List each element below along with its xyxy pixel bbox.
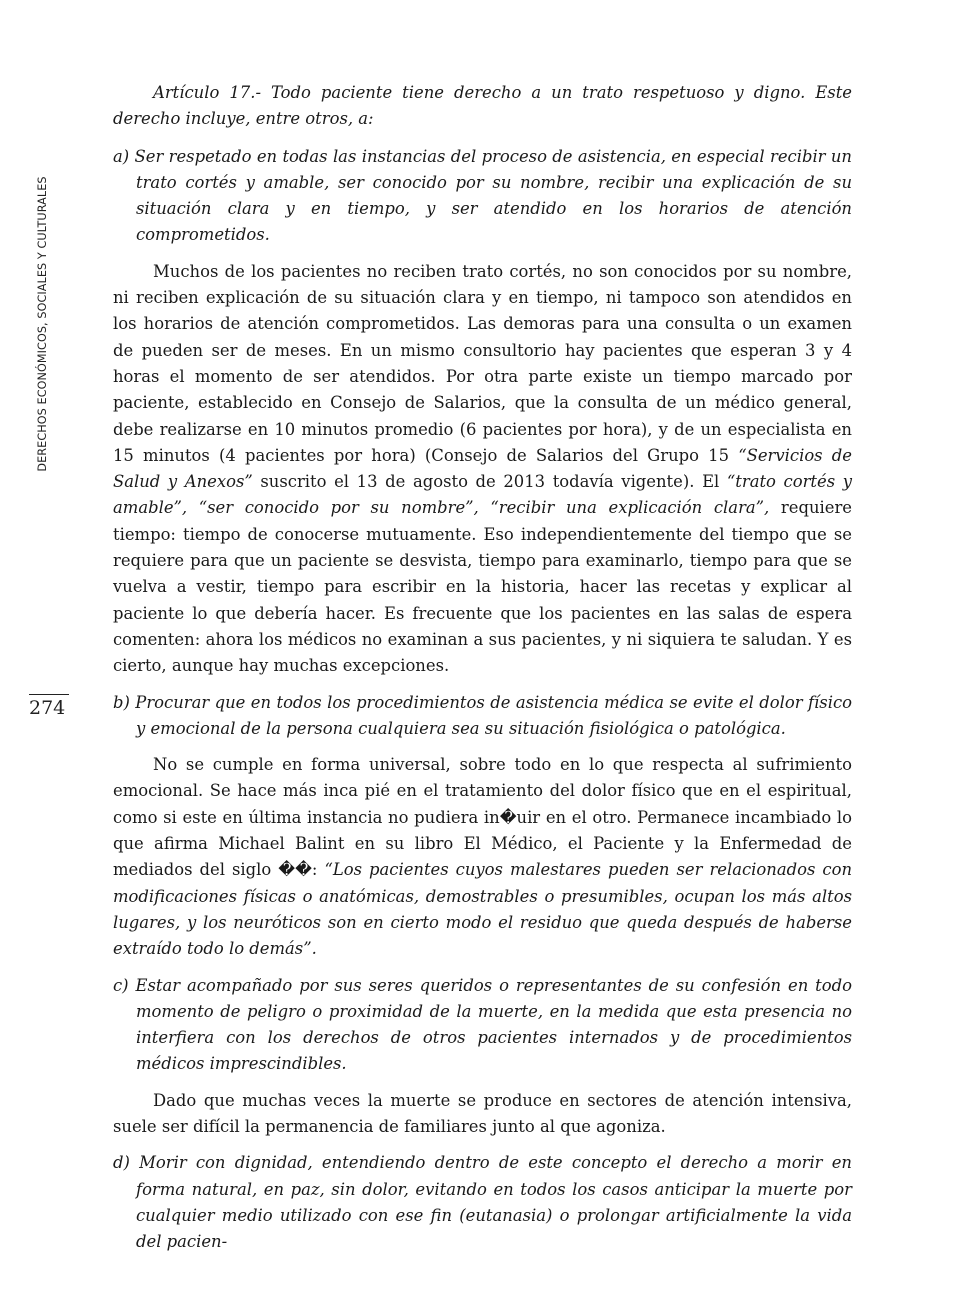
paragraph-text: requiere tiempo: tiempo de conocerse mutuamente. Eso independientemente del tiempo que se requiere para que un paciente se desvista, tiempo para examinarlo, tiempo para que se vuelva a vestir, tiempo para escribir en la historia, hacer las recetas y explicar al paciente lo que debería hacer. Es frecuente que los pacientes en las salas de espera comenten: ahora los médicos no examinan a sus pacientes, y ni siquiera te saludan. Y es cierto, aunque hay muchas excepciones. <box>113 498 852 676</box>
page-body <box>113 80 853 1252</box>
running-title-sidebar <box>29 164 57 484</box>
list-item-c: c) Estar acompañado por sus seres queridos o representantes de su confesión en todo momento de peligro o proximidad de la muerte, en la medida que esta presencia no interfiera con los derechos de otros pacientes internados y de procedimientos médicos imprescindibles. <box>113 975 852 1074</box>
article-intro: Artículo 17.- Todo paciente tiene derecho a un trato respetuoso y digno. Este derecho incluye, entre otros, a: <box>113 83 852 129</box>
list-item-d: d) Morir con dignidad, entendiendo dentro de este concepto el derecho a morir en forma natural, en paz, sin dolor, evitando en todos los casos anticipar la muerte por cualquier medio utilizado con ese fin (eutanasia) o prolongar artificialmente la vida del pacien- <box>113 1153 852 1252</box>
body-paragraph-1 <box>113 259 852 680</box>
list-item-a: a) Ser respetado en todas las instancias del proceso de asistencia, en especial recibir un trato cortés y amable, ser conocido por su nombre, recibir una explicación de su situación clara y en tiempo, y ser atendido en los horarios de atención comprometidos. <box>113 146 852 245</box>
paragraph-text: Muchos de los pacientes no reciben trato cortés, no son conocidos por su nombre, ni reciben explicación de su situación clara y en tiempo, ni tampoco son atendidos en los horarios de atención comprometidos. Las demoras para una consulta o un examen de pueden ser de meses. En un mismo consultorio hay pacientes que esperan 3 y 4 horas el momento de ser atendidos. Por otra parte existe un tiempo marcado por paciente, establecido en Consejo de Salarios, que la consulta de un médico general, debe realizarse en 10 minutos promedio (6 pacientes por hora), y de un especialista en 15 minutos (4 pacientes por hora) (Consejo de Salarios del Grupo 15 <box>113 261 852 465</box>
body-paragraph-2 <box>113 752 852 962</box>
running-title: DERECHOS ECONÓMICOS, SOCIALES Y CULTURALES <box>36 176 49 472</box>
paragraph-text: suscrito el 13 de agosto de 2013 todavía vigente). El <box>252 472 727 492</box>
list-item-b: b) Procurar que en todos los procedimientos de asistencia médica se evite el dolor físico y emocional de la persona cualquiera sea su situación fisiológica o patológica. <box>113 692 852 738</box>
quoted-text: “Servicios de Salud y Anexos” <box>113 445 852 492</box>
page-number: 274 <box>29 694 69 719</box>
paragraph-text: No se cumple en forma universal, sobre todo en lo que respecta al sufrimiento emocional. Se hace más inca pié en el tratamiento del dolor físico que en el espiritual, como si este en última instancia no pudiera in�uir en el otro. Permanece incambiado lo que afirma Michael Balint en su libro El Médico, el Paciente y la Enfermedad de mediados del siglo ��: <box>113 755 852 880</box>
quoted-text: “trato cortés y amable”, “ser conocido por su nombre”, “recibir una explicación clara”, <box>113 472 852 518</box>
quoted-text: “Los pacientes cuyos malestares pueden ser relacionados con modificaciones físicas o anatómicas, demostrables o presumibles, ocupan los más altos lugares, y los neuróticos son en cierto modo el residuo que queda después de haberse extraído todo lo demás”. <box>113 860 853 959</box>
body-paragraph-3: Dado que muchas veces la muerte se produce en sectores de atención intensiva, suele ser difícil la permanencia de familiares junto al que agoniza. <box>113 1090 852 1136</box>
